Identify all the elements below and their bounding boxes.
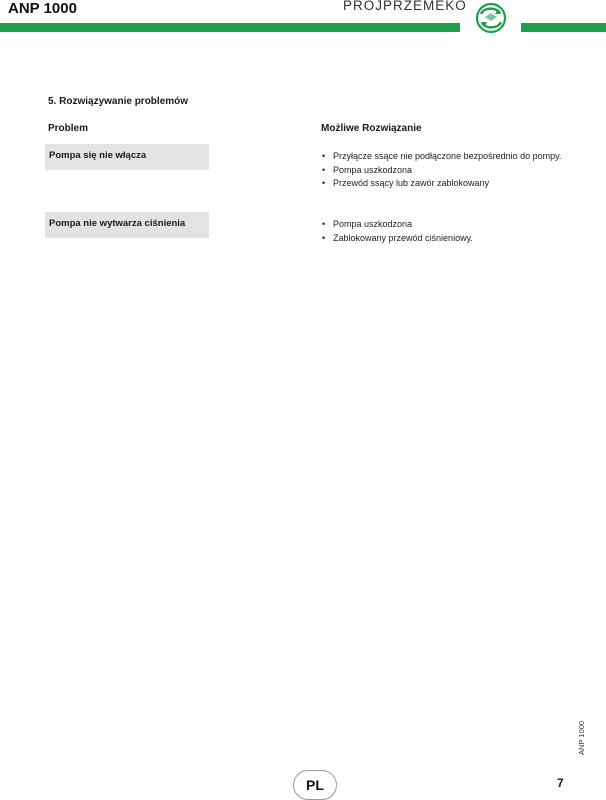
page-number: 7	[557, 776, 564, 790]
section-title: 5. Rozwiązywanie problemów	[48, 96, 189, 107]
header-bar-left	[0, 23, 460, 32]
solution-item: • Pompa uszkodzona	[321, 164, 573, 178]
solution-list	[321, 150, 573, 191]
language-badge: PL	[293, 770, 337, 800]
recycle-arrows-logo-icon	[470, 1, 512, 35]
solution-item: • Przyłącze ssące nie podłączone bezpośrednio do pompy.	[321, 150, 573, 164]
header-bar-right	[521, 23, 606, 32]
solution-item: • Przewód ssący lub zawór zablokowany	[321, 177, 573, 191]
solution-item: • Pompa uszkodzona	[321, 218, 573, 232]
solution-item: • Zablokowany przewód ciśnieniowy.	[321, 232, 573, 246]
side-model-label: ANP 1000	[577, 720, 586, 755]
solution-list	[321, 218, 573, 245]
problem-column-header: Problem	[48, 123, 89, 134]
problem-cell: Pompa się nie włącza	[45, 144, 209, 170]
solution-column-header: Możliwe Rozwiązanie	[321, 123, 422, 134]
brand-name: PROJPRZEMEKO	[343, 0, 467, 13]
problem-cell: Pompa nie wytwarza ciśnienia	[45, 212, 209, 238]
document-title: ANP 1000	[8, 0, 77, 17]
